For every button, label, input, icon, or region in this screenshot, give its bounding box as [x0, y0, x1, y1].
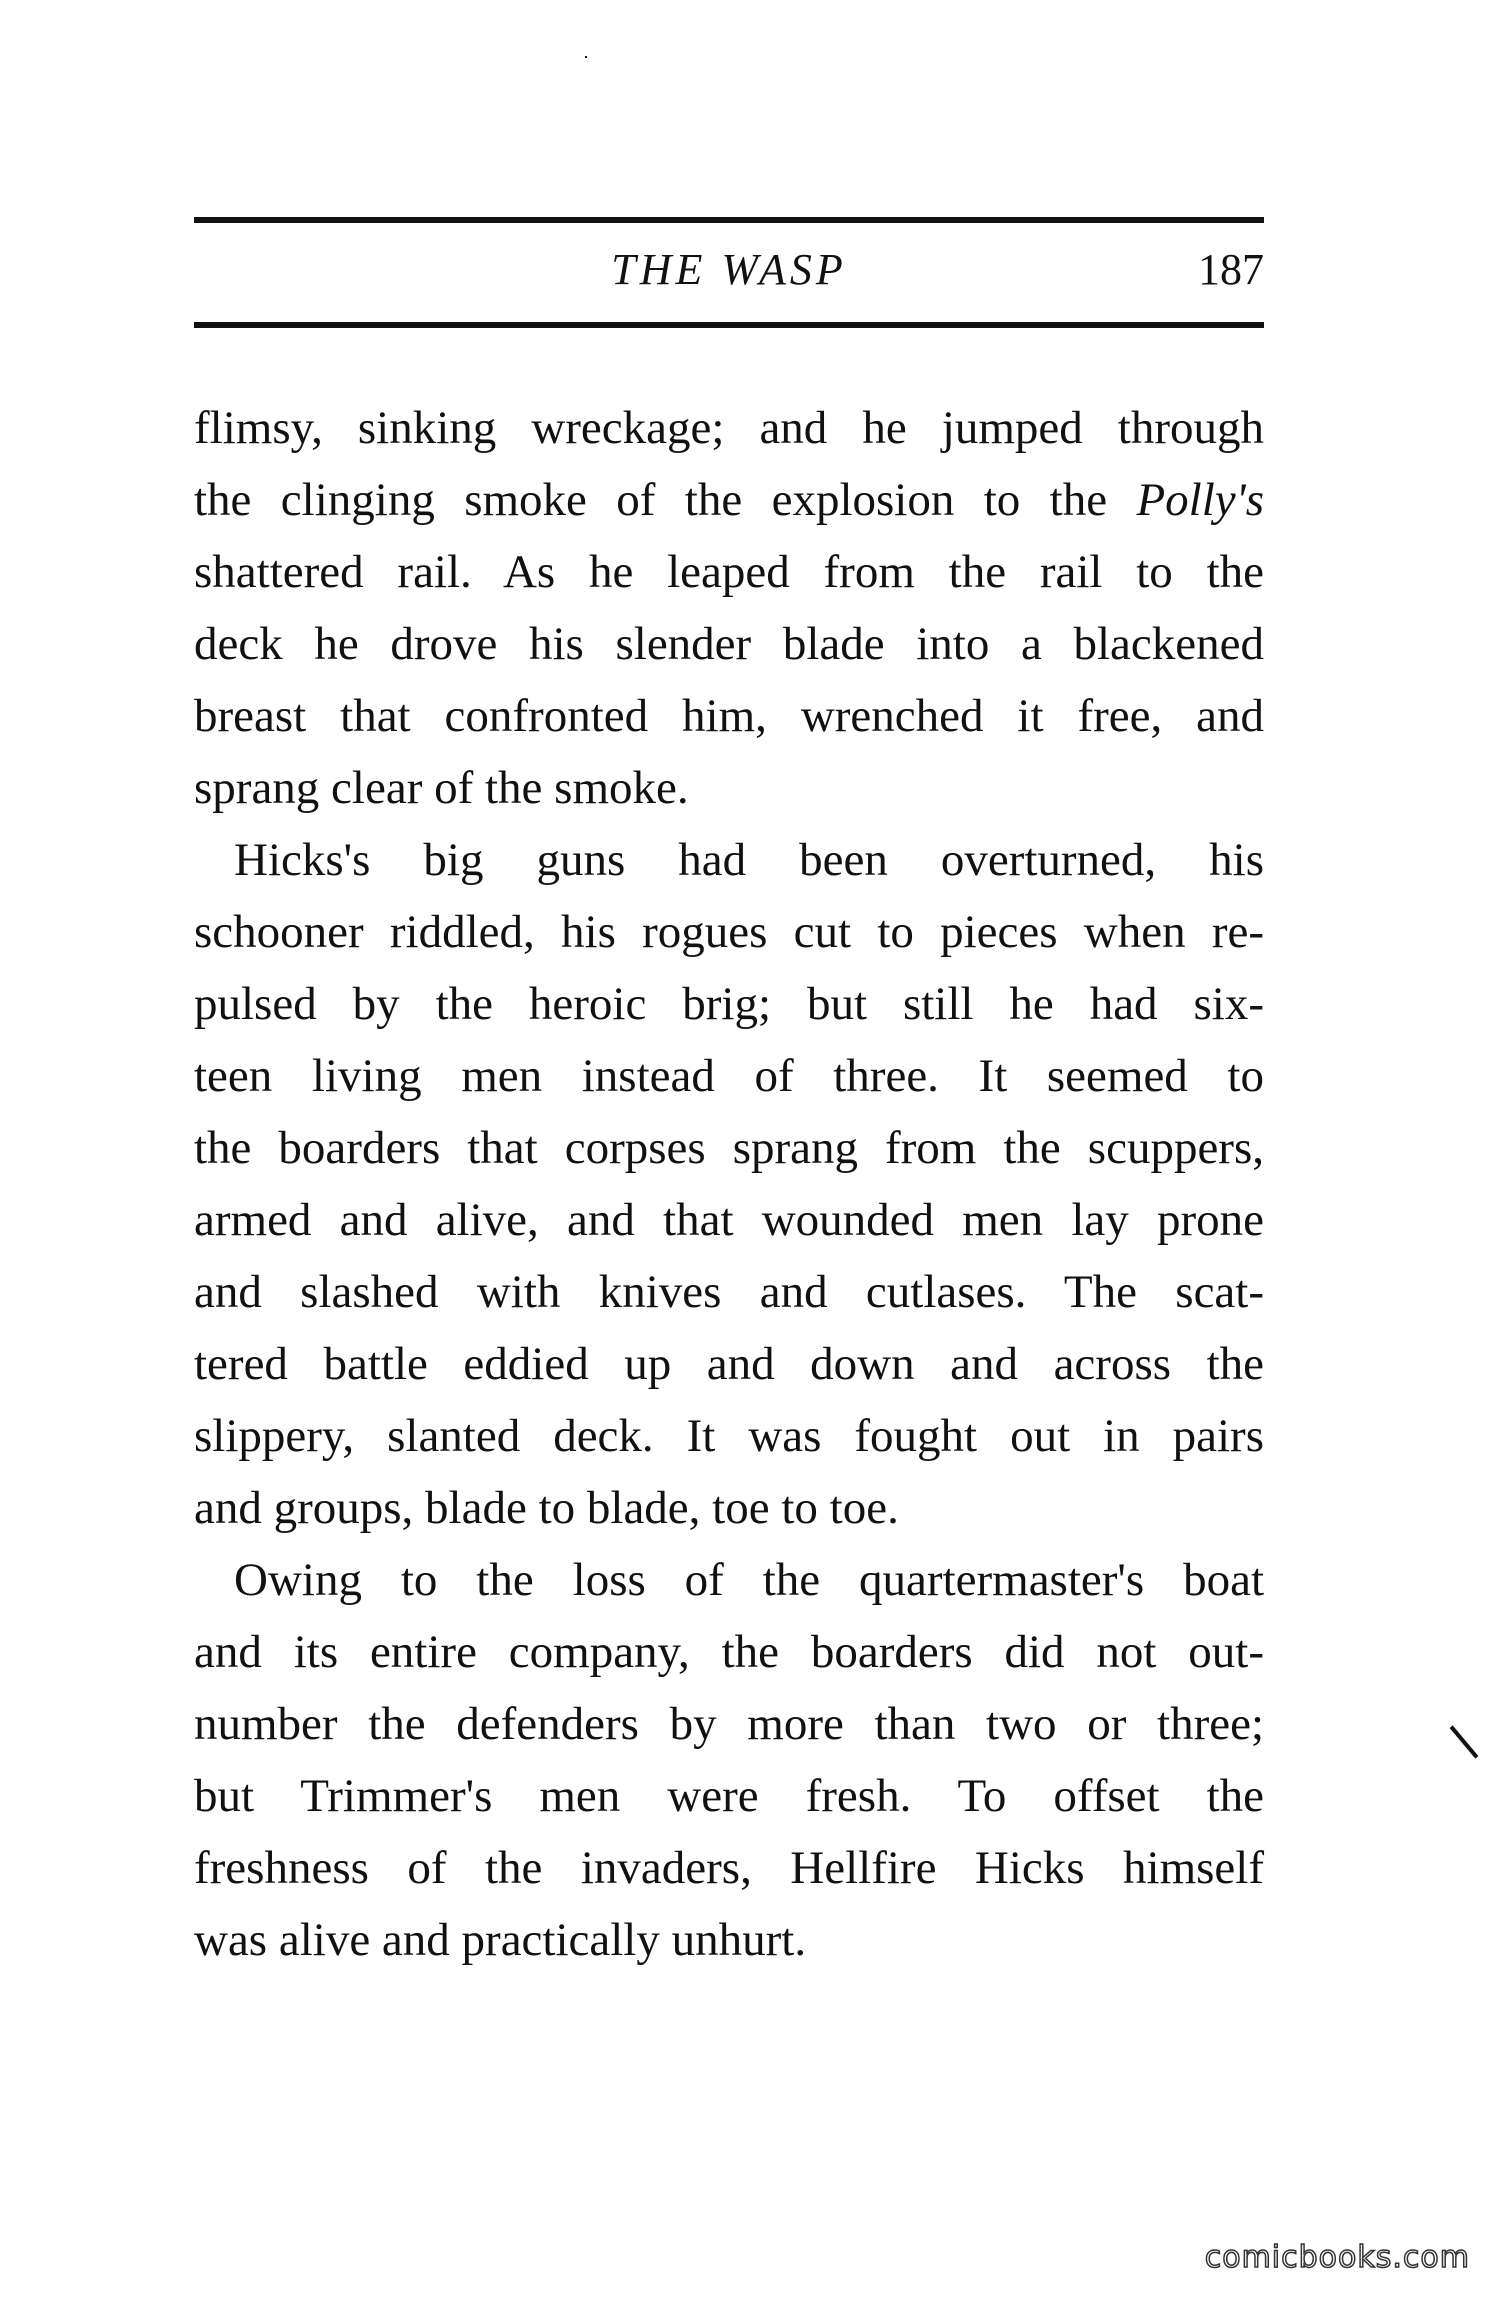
- text-line: flimsy, sinking wreckage; and he jumped through: [194, 402, 1264, 454]
- text-line: teen living men instead of three. It seemed to: [194, 1050, 1264, 1102]
- text-line: sprang clear of the smoke.: [194, 762, 689, 814]
- header-rule-top: [194, 217, 1264, 223]
- text-line: the clinging smoke of the explosion to the Polly's: [194, 474, 1264, 526]
- text-line: Owing to the loss of the quartermaster's boat: [234, 1554, 1264, 1606]
- text-line: Hicks's big guns had been overturned, his: [234, 834, 1264, 886]
- body-text: [194, 392, 1264, 1976]
- scan-mark: [1450, 1725, 1479, 1758]
- text-line: number the defenders by more than two or three;: [194, 1698, 1264, 1750]
- text-line: and its entire company, the boarders did not out-: [194, 1626, 1264, 1678]
- text-line: slippery, slanted deck. It was fought out in pairs: [194, 1410, 1264, 1462]
- text-line: the boarders that corpses sprang from the scuppers,: [194, 1122, 1264, 1174]
- paragraph-3: [194, 1544, 1264, 1976]
- text-line: freshness of the invaders, Hellfire Hicks himself: [194, 1842, 1264, 1894]
- header-rule-bottom: [194, 322, 1264, 328]
- running-title: THE WASP: [611, 245, 847, 294]
- text-line: armed and alive, and that wounded men lay prone: [194, 1194, 1264, 1246]
- watermark: comicbooks.com: [1204, 2240, 1470, 2275]
- page-number: 187: [1198, 245, 1264, 294]
- text-line: and slashed with knives and cutlases. The scat-: [194, 1266, 1264, 1318]
- text-line: was alive and practically unhurt.: [194, 1914, 807, 1966]
- text-line: schooner riddled, his rogues cut to pieces when re-: [194, 906, 1264, 958]
- text-line: and groups, blade to blade, toe to toe.: [194, 1482, 899, 1534]
- text-line: tered battle eddied up and down and across the: [194, 1338, 1264, 1390]
- paragraph-2: [194, 824, 1264, 1544]
- text-line: pulsed by the heroic brig; but still he had six-: [194, 978, 1264, 1030]
- text-line: breast that confronted him, wrenched it free, and: [194, 690, 1264, 742]
- paragraph-1: [194, 392, 1264, 824]
- text-line: but Trimmer's men were fresh. To offset the: [194, 1770, 1264, 1822]
- text-line: shattered rail. As he leaped from the rail to the: [194, 546, 1264, 598]
- text-line: deck he drove his slender blade into a blackened: [194, 618, 1264, 670]
- ship-name: Polly's: [1136, 474, 1264, 526]
- scan-dot: [585, 56, 587, 58]
